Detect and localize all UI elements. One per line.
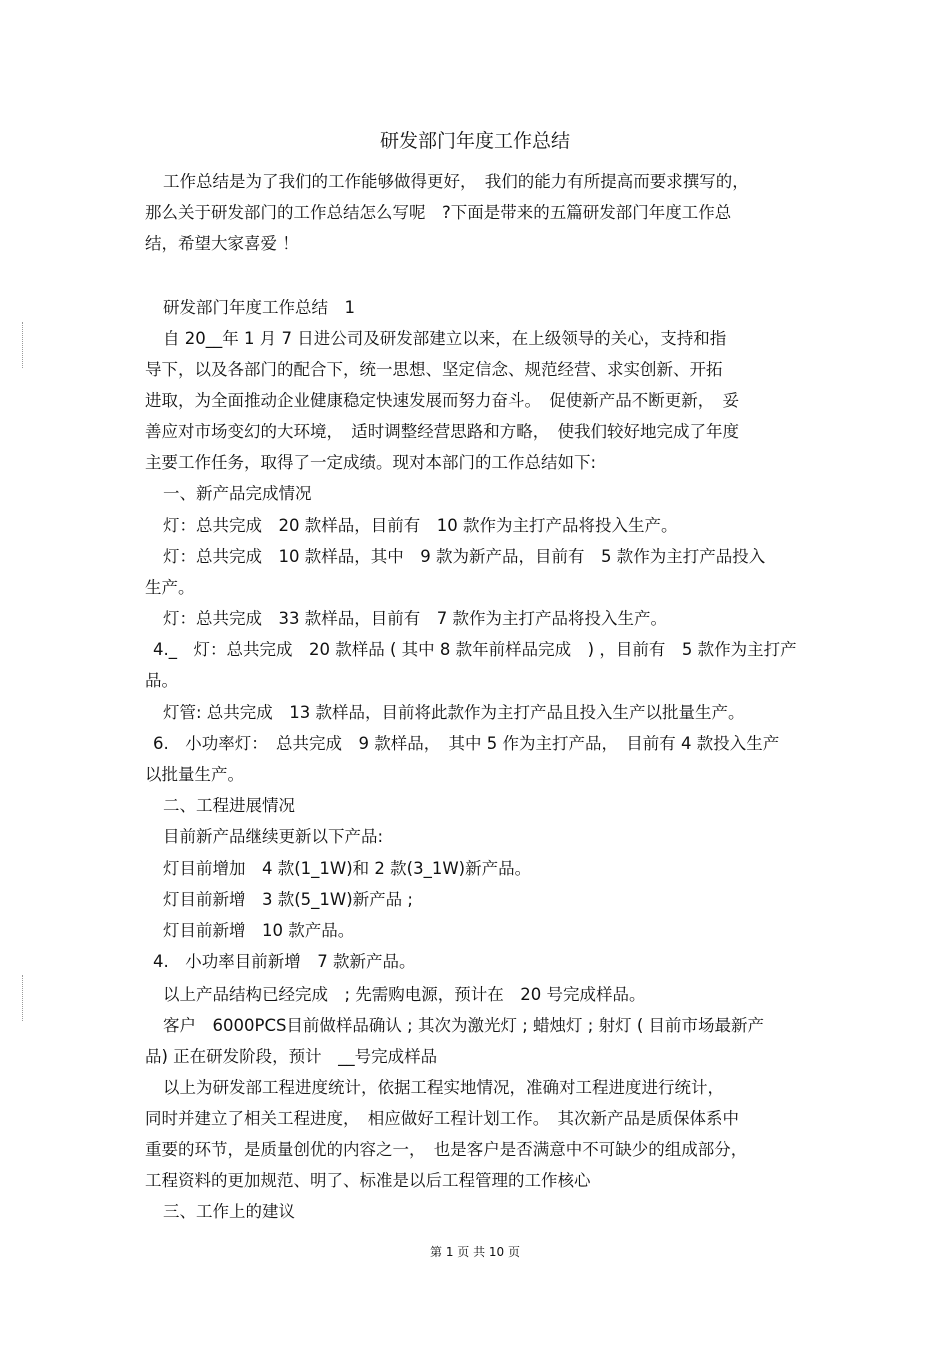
- paragraph-line: 进取，为全面推动企业健康稳定快速发展而努力奋斗。 促使新产品不断更新， 妥: [145, 391, 739, 410]
- paragraph-line: 目前新产品继续更新以下产品:: [163, 827, 384, 846]
- section-heading: 研发部门年度工作总结 1: [163, 298, 355, 317]
- paragraph-line: 主要工作任务，取得了一定成绩。现对本部门的工作总结如下:: [145, 453, 597, 472]
- paragraph-line: 导下，以及各部门的配合下，统一思想、坚定信念、规范经营、求实创新、开拓: [145, 360, 723, 379]
- paragraph-line: 结，希望大家喜爱 ！: [145, 234, 299, 253]
- list-item: 灯目前增加 4 款(1_1W)和 2 款(3_1W)新产品。: [163, 859, 532, 878]
- list-item: 灯目前新增 10 款产品。: [163, 921, 355, 940]
- list-item: 4. 小功率目前新增 7 款新产品。: [153, 952, 416, 971]
- paragraph-line: 重要的环节，是质量创优的内容之一， 也是客户是否满意中不可缺少的组成部分，: [145, 1140, 748, 1159]
- list-item-continuation: 生产。: [145, 578, 195, 597]
- section-heading: 三、工作上的建议: [163, 1202, 295, 1221]
- list-item: 4._ 灯：总共完成 20 款样品 ( 其中 8 款年前样品完成 ) ，目前有 5 款作为主打产: [153, 640, 797, 659]
- list-item: 灯：总共完成 10 款样品，其中 9 款为新产品，目前有 5 款作为主打产品投入: [163, 547, 766, 566]
- document-title: 研发部门年度工作总结: [379, 130, 570, 152]
- list-item: 灯：总共完成 20 款样品，目前有 10 款作为主打产品将投入生产。: [163, 516, 678, 535]
- paragraph-line: 那么关于研发部门的工作总结怎么写呢 ?下面是带来的五篇研发部门年度工作总: [145, 203, 732, 222]
- paragraph-line: 品) 正在研发阶段，预计 __号完成样品: [145, 1047, 438, 1066]
- list-item: 6. 小功率灯： 总共完成 9 款样品， 其中 5 作为主打产品， 目前有 4 款投入生产: [153, 734, 780, 753]
- page-footer: 第 1 页 共 10 页: [430, 1245, 520, 1259]
- list-item: 灯管: 总共完成 13 款样品，目前将此款作为主打产品且投入生产以批量生产。: [163, 703, 745, 722]
- paragraph-line: 自 20__年 1 月 7 日进公司及研发部建立以来，在上级领导的关心，支持和指: [163, 329, 727, 348]
- margin-binding-mark-bottom: [22, 975, 23, 1021]
- paragraph-line: 工程资料的更加规范、明了、标准是以后工程管理的工作核心: [145, 1171, 591, 1190]
- paragraph-line: 善应对市场变幻的大环境， 适时调整经营思路和方略， 使我们较好地完成了年度: [145, 422, 739, 441]
- paragraph-line: 客户 6000PCS目前做样品确认 ; 其次为激光灯 ; 蜡烛灯 ; 射灯 ( 目前市场最新产: [163, 1016, 765, 1035]
- margin-binding-mark-top: [22, 322, 23, 368]
- list-item-continuation: 以批量生产。: [145, 765, 244, 784]
- section-heading: 二、工程进展情况: [163, 796, 295, 815]
- paragraph-line: 工作总结是为了我们的工作能够做得更好， 我们的能力有所提高而要求撰写的，: [163, 172, 749, 191]
- list-item: 灯：总共完成 33 款样品，目前有 7 款作为主打产品将投入生产。: [163, 609, 667, 628]
- paragraph-line: 以上产品结构已经完成 ; 先需购电源，预计在 20 号完成样品。: [163, 985, 646, 1004]
- list-item-continuation: 品。: [145, 671, 178, 690]
- list-item: 灯目前新增 3 款(5_1W)新产品 ;: [163, 890, 413, 909]
- section-heading: 一、新产品完成情况: [163, 484, 312, 503]
- paragraph-line: 同时并建立了相关工程进度， 相应做好工程计划工作。 其次新产品是质保体系中: [145, 1109, 739, 1128]
- paragraph-line: 以上为研发部工程进度统计，依据工程实地情况，准确对工程进度进行统计，: [163, 1078, 724, 1097]
